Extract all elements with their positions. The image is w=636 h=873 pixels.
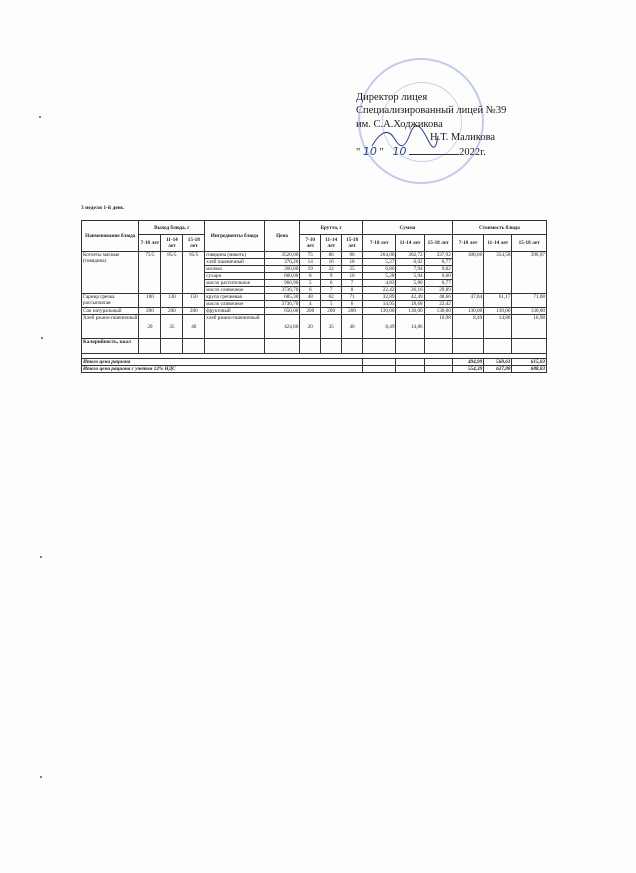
gross: 18	[342, 259, 363, 266]
ingredient-price: 650,00	[264, 308, 300, 315]
sum: 42,49	[396, 294, 424, 301]
dish-output: 95/5	[183, 252, 205, 294]
sum: 130,00	[363, 308, 396, 315]
gross: 200	[321, 308, 342, 315]
gross: 14	[300, 259, 321, 266]
sum: 22,42	[363, 287, 396, 294]
sum: 6,02	[396, 259, 424, 266]
dish-output: 200	[139, 308, 161, 315]
dish-cost: 396,97	[512, 252, 547, 294]
total-value: 494,99	[452, 359, 483, 366]
sum: 26,16	[396, 287, 424, 294]
approval-title: Директор лицея	[356, 92, 428, 103]
sum: 7,94	[396, 266, 424, 273]
gross: 6	[321, 280, 342, 287]
menu-table	[81, 220, 547, 373]
dish-cost: 308,66	[452, 252, 483, 294]
menu-day-heading: 3 неделя 1-й день	[81, 205, 124, 211]
gross: 75	[300, 252, 321, 259]
gross: 6	[300, 287, 321, 294]
sum: 22,42	[424, 301, 452, 308]
dish-name: Гарнир гречка рассыпчатая	[82, 294, 139, 308]
ingredient-price: 360,80	[264, 266, 300, 273]
dish-cost: 8,49	[452, 315, 483, 339]
gross: 200	[342, 308, 363, 315]
sum: 9,02	[424, 266, 452, 273]
dish-output: 40	[183, 315, 205, 339]
header-age: 11-14 лет	[321, 235, 342, 252]
ingredient-price: 685,30	[264, 294, 300, 301]
ingredient-price: 3520,00	[264, 252, 300, 259]
dish-cost: 354,58	[484, 252, 512, 294]
header-output: Выход блюда, г	[139, 221, 205, 235]
ingredient: говядина (мякоть)	[205, 252, 265, 259]
header-age: 15-18 лет	[512, 235, 547, 252]
ingredient: фруктовый	[205, 308, 265, 315]
gross: 22	[321, 266, 342, 273]
dish-output: 100	[139, 294, 161, 308]
gross: 40	[342, 315, 363, 339]
dish-output: 200	[161, 308, 183, 315]
sum: 130,00	[396, 308, 424, 315]
ingredient: молоко	[205, 266, 265, 273]
header-age: 7-10 лет	[139, 235, 161, 252]
sum: 48,66	[424, 294, 452, 301]
date-year: 2022г.	[459, 146, 486, 158]
gross: 71	[342, 294, 363, 301]
header-age: 11-14 лет	[484, 235, 512, 252]
approval-signer: Н.Т. Маликова	[430, 132, 496, 144]
gross: 48	[300, 294, 321, 301]
header-gross: Брутто, г	[300, 221, 363, 235]
total-vat-label: Итого цена рациона с учетом 12% НДС	[82, 366, 363, 373]
sum: 337,92	[424, 252, 452, 259]
dish-output: 85/5	[161, 252, 183, 294]
dish-output: 20	[139, 315, 161, 339]
gross: 4	[300, 301, 321, 308]
sum: 6,77	[424, 259, 452, 266]
ingredient-price: 3736,70	[264, 301, 300, 308]
gross: 96	[342, 252, 363, 259]
date-month: 10	[392, 144, 407, 158]
total-label: Итого цена рациона	[82, 359, 363, 366]
header-age: 7-10 лет	[363, 235, 396, 252]
dish-cost: 61,17	[484, 294, 512, 308]
dish-cost: 130,00	[484, 308, 512, 315]
dish-cost: 71,08	[512, 294, 547, 308]
total-vat-value: 554,39	[452, 366, 483, 373]
header-dish: Наименование блюда	[82, 221, 139, 252]
ingredient: хлеб ржано-пшеничный	[205, 315, 265, 339]
sum: 264,00	[363, 252, 396, 259]
ingredient-price: 3736,70	[264, 287, 300, 294]
total-vat-value: 688,83	[512, 366, 547, 373]
gross: 8	[300, 273, 321, 280]
approval-date: " 10 " 10 2022г.	[356, 144, 486, 158]
date-day: 10	[362, 144, 377, 158]
ingredient: масло сливочное	[205, 301, 265, 308]
gross: 5	[321, 301, 342, 308]
menu-table-body	[82, 252, 547, 373]
dish-output: 130	[161, 294, 183, 308]
sum: 32,89	[363, 294, 396, 301]
header-age: 15-18 лет	[424, 235, 452, 252]
dish-name: Хлеб ржано-пшеничный	[82, 315, 139, 339]
gross: 62	[321, 294, 342, 301]
dish-cost: 130,00	[452, 308, 483, 315]
scan-speck	[41, 337, 43, 339]
sum: 8,49	[363, 315, 396, 339]
dish-output: 150	[183, 294, 205, 308]
scan-speck	[39, 116, 41, 118]
sum: 130,00	[424, 308, 452, 315]
dish-cost: 47,84	[452, 294, 483, 308]
ingredient: масло растительное	[205, 280, 265, 287]
scan-speck	[40, 556, 42, 558]
approval-org: Специализированный лицей №39	[356, 105, 507, 117]
sum: 5,27	[363, 259, 396, 266]
ingredient-price: 424,60	[264, 315, 300, 339]
sum: 29,89	[424, 287, 452, 294]
ingredient: масло сливочное	[205, 287, 265, 294]
gross: 7	[321, 287, 342, 294]
gross: 25	[342, 266, 363, 273]
gross: 9	[321, 273, 342, 280]
gross: 16	[321, 259, 342, 266]
calories-label: Калорийность, ккал	[82, 339, 139, 354]
ingredient-price: 966,90	[264, 280, 300, 287]
header-age: 11-14 лет	[396, 235, 424, 252]
gross: 10	[342, 273, 363, 280]
dish-output: 35	[161, 315, 183, 339]
sum: 6,86	[363, 266, 396, 273]
sum: 6,60	[424, 273, 452, 280]
ingredient: сухари	[205, 273, 265, 280]
header-cost: Стоимость блюда	[452, 221, 546, 235]
total-value: 560,61	[484, 359, 512, 366]
approval-block	[356, 91, 506, 159]
header-age: 11-14 лет	[161, 235, 183, 252]
dish-output: 200	[183, 308, 205, 315]
gross: 19	[300, 266, 321, 273]
gross: 200	[300, 308, 321, 315]
header-age: 15-18 лет	[342, 235, 363, 252]
gross: 6	[342, 301, 363, 308]
sum: 4,83	[363, 280, 396, 287]
sum: 18,68	[396, 301, 424, 308]
total-value: 615,03	[512, 359, 547, 366]
header-age: 7-10 лет	[300, 235, 321, 252]
sum: 14,95	[363, 301, 396, 308]
header-age: 7-10 лет	[452, 235, 483, 252]
sum: 16,98	[424, 315, 452, 339]
gross: 8	[342, 287, 363, 294]
ingredient: крупа гречневая	[205, 294, 265, 301]
scan-speck	[40, 776, 42, 778]
dish-output: 75/5	[139, 252, 161, 294]
gross: 35	[321, 315, 342, 339]
gross: 86	[321, 252, 342, 259]
total-vat-value: 627,88	[484, 366, 512, 373]
sum: 5,94	[396, 273, 424, 280]
sum: 302,72	[396, 252, 424, 259]
header-ingredients: Ингредиенты блюда	[205, 221, 265, 252]
sum: 5,80	[396, 280, 424, 287]
header-price: Цена	[264, 221, 300, 252]
dish-cost: 130,00	[512, 308, 547, 315]
sum: 5,28	[363, 273, 396, 280]
dish-name: Сок натуральный	[82, 308, 139, 315]
dish-name: Котлеты мясные (говядина)	[82, 252, 139, 294]
gross: 7	[342, 280, 363, 287]
sum: 6,77	[424, 280, 452, 287]
gross: 20	[300, 315, 321, 339]
sum: 14,86	[396, 315, 424, 339]
gross: 5	[300, 280, 321, 287]
approval-org-name: им. С.А.Ходжикова	[356, 118, 443, 130]
dish-cost: 14,86	[484, 315, 512, 339]
ingredient-price: 376,20	[264, 259, 300, 266]
header-age: 15-18 лет	[183, 235, 205, 252]
header-sum: Сумма	[363, 221, 453, 235]
dish-cost: 16,98	[512, 315, 547, 339]
ingredient: хлеб пшеничный	[205, 259, 265, 266]
ingredient-price: 660,00	[264, 273, 300, 280]
